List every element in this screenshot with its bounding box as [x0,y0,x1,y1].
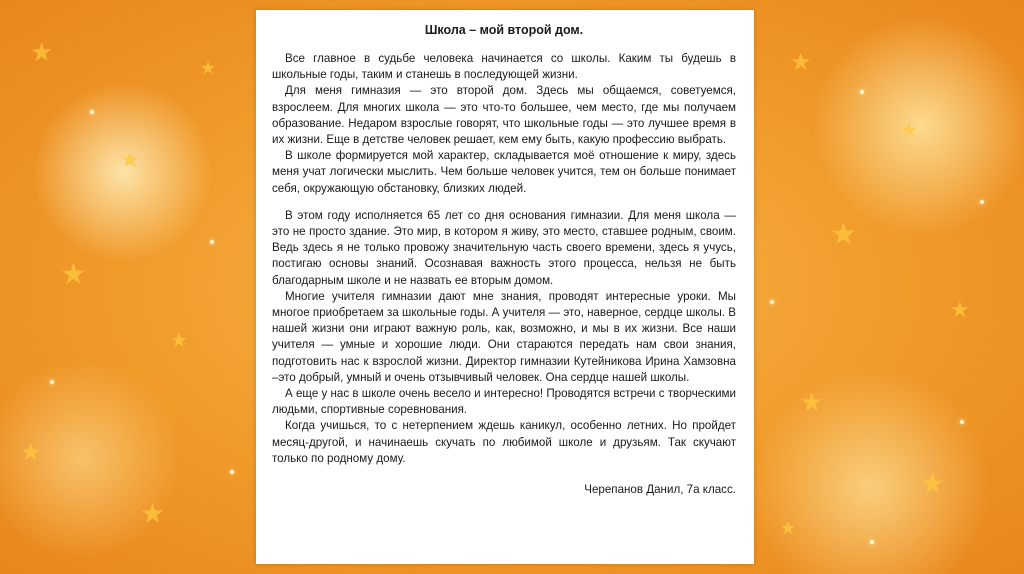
paragraph-gap [272,197,736,208]
star-decoration-icon: ★ [170,328,188,352]
sparkle-decoration [980,200,984,204]
sparkle-decoration [210,240,214,244]
star-decoration-icon: ★ [790,48,812,76]
author-signature: Черепанов Данил, 7а класс. [584,483,736,497]
paragraph: Когда учишься, то с нетерпением ждешь каникул, особенно летних. Но пройдет месяц-другой, и начинаешь скучать по любимой школе и друзьям. Так скучают только по родному дому. [272,419,736,465]
star-decoration-icon: ★ [20,438,42,466]
document-title: Школа – мой второй дом. [424,23,584,37]
paragraph: В этом году исполняется 65 лет со дня основания гимназии. Для меня школа — это не просто здание. Это мир, в котором я живу, это место, ставшее родным, своим. Ведь здесь я не только провожу значительную часть своего времени, здесь я учусь, постигаю основы знаний. Осознавая важность этого процесса, нельзя не быть благодарным школе и не назвать ее вторым домом. [272,208,736,287]
star-decoration-icon: ★ [60,257,87,292]
star-decoration-icon: ★ [140,497,166,530]
sparkle-decoration [960,420,964,424]
sparkle-decoration [90,110,94,114]
sparkle-decoration [870,540,874,544]
sparkle-decoration [230,470,234,474]
sparkle-decoration [770,300,774,304]
star-decoration-icon: ★ [30,38,54,68]
sparkle-decoration [860,90,864,94]
document-page [256,10,754,564]
star-decoration-icon: ★ [900,118,918,142]
paragraph: А еще у нас в школе очень весело и интересно! Проводятся встречи с творческими людьми, спортивные соревнования. [272,387,736,417]
paragraph: В школе формируется мой характер, складывается моё отношение к миру, здесь меня учат логически мыслить. Чем больше человек учится, тем он больше понимает себя, окружающую обстановку, близких людей. [272,149,736,195]
star-decoration-icon: ★ [920,467,946,500]
paragraph: Для меня гимназия — это второй дом. Здесь мы общаемся, советуемся, взрослеем. Для многих школа — это что-то большее, чем место, где мы получаем образование. Недаром взрослые говорят, что школьные годы — это лучшее время в их жизни. Еще в детстве человек решает, кем ему быть, какую профессию выбрать. [272,84,736,147]
star-decoration-icon: ★ [800,388,824,418]
sparkle-decoration [50,380,54,384]
star-decoration-icon: ★ [830,217,857,252]
star-decoration-icon: ★ [950,298,970,323]
star-decoration-icon: ★ [120,148,140,173]
star-decoration-icon: ★ [200,58,217,79]
paragraph: Все главное в судьбе человека начинается со школы. Каким ты будешь в школьные годы, таким и станешь в последующей жизни. [272,52,736,82]
paragraph: Многие учителя гимназии дают мне знания, проводят интересные уроки. Мы многое приобретаем за школьные годы. А учителя — это, наверное, сердце школы. В нашей жизни они играют важную роль, как, возможно, и мы в их жизни. Все наши учителя — умные и хорошие люди. Они стараются передать нам свои знания, подготовить нас к взрослой жизни. Директор гимназии Кутейникова Ирина Хамзовна –это добрый, умный и очень отзывчивый человек. Она сердце нашей школы. [272,289,736,384]
star-decoration-icon: ★ [780,518,797,539]
